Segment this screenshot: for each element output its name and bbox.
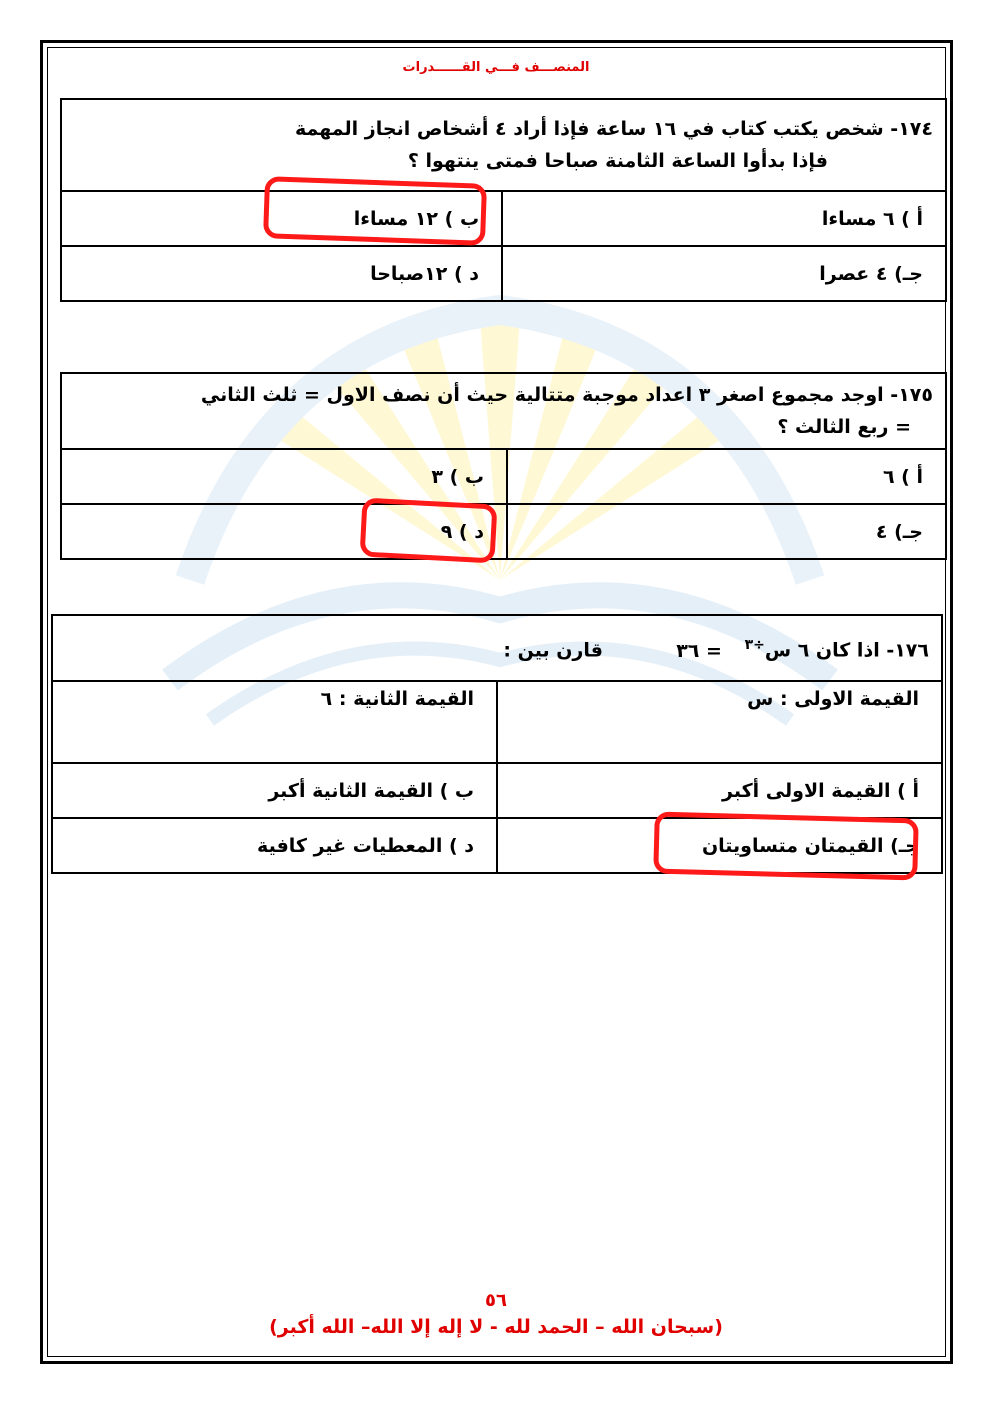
question-line-1: ١٧٥- اوجد مجموع اصغر ٣ اعداد موجبة متتالية حيث أن نصف الاول = ثلث الثاني [200, 384, 933, 406]
option-b[interactable]: ب ) ١٢ مساءا [61, 191, 502, 246]
header-title: المنصـــف فـــي القــــــدرات [402, 60, 590, 75]
option-a[interactable]: أ ) القيمة الاولى أكبر [497, 763, 942, 818]
question-175 [60, 372, 947, 560]
option-b[interactable]: ب ) القيمة الثانية أكبر [52, 763, 497, 818]
page-number: ٥٦ [485, 1290, 507, 1311]
question-176 [51, 614, 943, 874]
option-a[interactable]: أ ) ٦ مساءا [502, 191, 946, 246]
equation-prefix: ١٧٦- اذا كان ٦ س [764, 639, 929, 662]
option-b[interactable]: ب ) ٣ [61, 449, 507, 504]
footer-text: (سبحان الله – الحمد لله - لا إله إلا الله– الله أكبر) [269, 1316, 723, 1338]
option-c[interactable]: جـ) ٤ [507, 504, 946, 559]
question-line-2: فإذا بدأوا الساعة الثامنة صباحا فمتى ينتهوا ؟ [407, 150, 828, 172]
option-a[interactable]: أ ) ٦ [507, 449, 946, 504]
question-174 [60, 98, 947, 302]
question-stem [61, 373, 946, 449]
value-one: القيمة الاولى : س [497, 681, 942, 763]
question-line-1: ١٧٤- شخص يكتب كتاب في ١٦ ساعة فإذا أراد ٤ أشخاص انجاز المهمة [295, 118, 933, 140]
option-d[interactable]: د ) ١٢صباحا [61, 246, 502, 301]
question-stem [61, 99, 946, 191]
option-c[interactable]: جـ) القيمتان متساويتان [497, 818, 942, 873]
compare-label: قارن بين : [503, 639, 603, 662]
question-stem [52, 615, 942, 681]
equation-result: = ٣٦ [676, 639, 722, 662]
value-two: القيمة الثانية : ٦ [52, 681, 497, 763]
option-c[interactable]: جـ) ٤ عصرا [502, 246, 946, 301]
option-d[interactable]: د ) المعطيات غير كافية [52, 818, 497, 873]
question-line-2: = ربع الثالث ؟ [777, 416, 911, 438]
option-d[interactable]: د ) ٩ [61, 504, 507, 559]
equation-exponent: ÷٣ [744, 637, 765, 654]
